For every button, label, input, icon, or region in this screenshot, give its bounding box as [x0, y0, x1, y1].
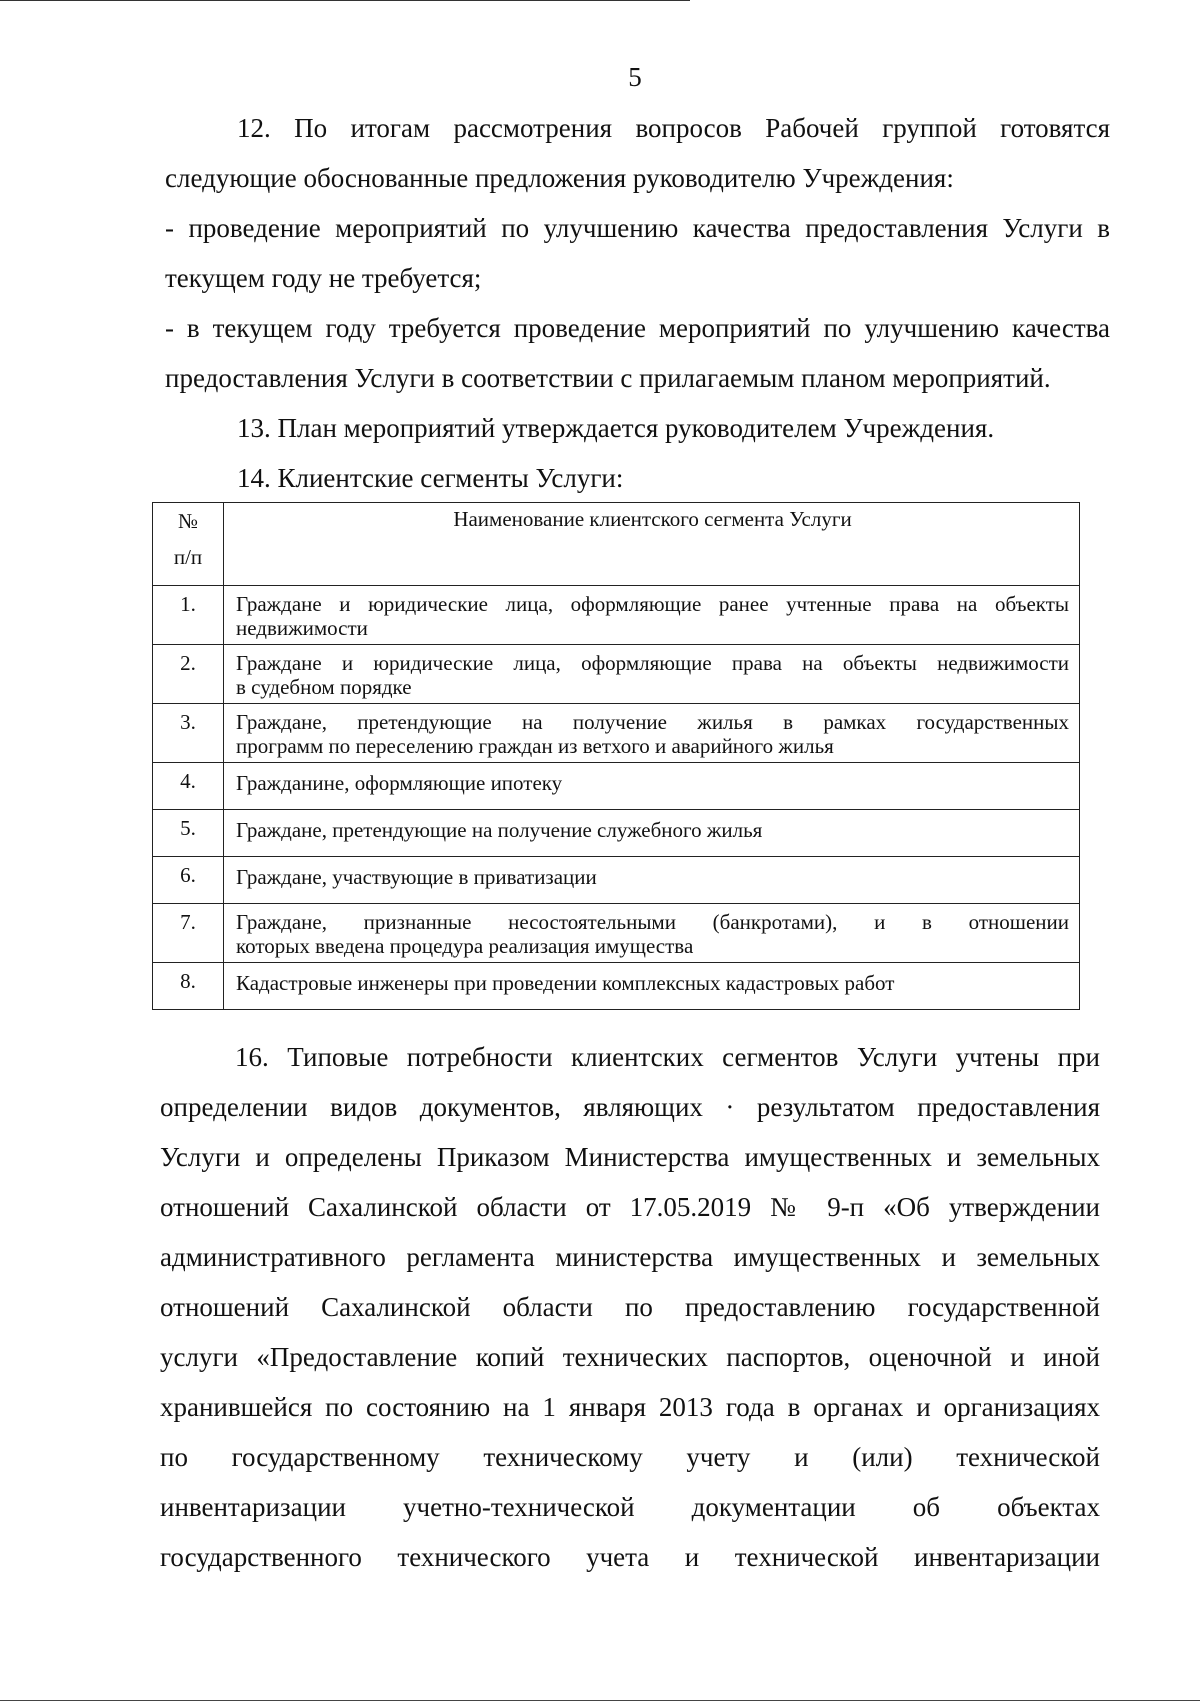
table-row [153, 963, 1080, 1010]
segment-name: Кадастровые инженеры при проведении комплексных кадастровых работ [224, 963, 1080, 1010]
paragraph-16-line: отношений Сахалинской области по предоставлению государственной [160, 1292, 1100, 1322]
bullet-measures-required [165, 303, 1110, 403]
paragraph-12 [165, 103, 1110, 203]
bullet-no-measures [165, 203, 1110, 303]
top-edge-line [0, 0, 690, 1]
table-header-row [153, 503, 1080, 586]
segment-name: Граждане, участвующие в приватизации [224, 857, 1080, 904]
paragraph-16-line: Услуги и определены Приказом Министерства имущественных и земельных [160, 1142, 1100, 1172]
row-number: 6. [153, 857, 224, 904]
header-number-label: п/п [173, 545, 203, 569]
bullet-1-line-1: - проведение мероприятий по улучшению качества предоставления Услуги в [165, 213, 1110, 243]
bullet-2-line-1: - в текущем году требуется проведение мероприятий по улучшению качества [165, 313, 1110, 343]
paragraph-14: 14. Клиентские сегменты Услуги: [237, 463, 624, 493]
paragraph-16-line: государственного технического учета и технической инвентаризации [160, 1542, 1100, 1572]
table-row [153, 857, 1080, 904]
row-number: 1. [153, 586, 224, 645]
paragraph-16 [160, 1032, 1100, 1582]
segment-name: Граждане, претендующие на получение служебного жилья [224, 810, 1080, 857]
segment-name: Граждане и юридические лица, оформляющие права на объекты недвижимости в судебном порядке [224, 645, 1080, 704]
segment-name: Граждане, претендующие на получение жилья в рамках государственных программ по переселению граждан из ветхого и аварийного жилья [224, 704, 1080, 763]
page-number: 5 [628, 62, 642, 92]
table-row [153, 904, 1080, 963]
paragraph-16-line: по государственному техническому учету и (или) технической [160, 1442, 1100, 1472]
client-segments-table [152, 502, 1080, 1010]
header-name-cell: Наименование клиентского сегмента Услуги [224, 503, 1080, 586]
paragraph-16-line: определении видов документов, являющих · результатом предоставления [160, 1092, 1100, 1122]
bullet-1-line-2: текущем году не требуется; [165, 263, 482, 293]
table-row [153, 645, 1080, 704]
paragraph-16-line: 16. Типовые потребности клиентских сегментов Услуги учтены при [235, 1042, 1100, 1072]
paragraph-12-line-2: следующие обоснованные предложения руководителю Учреждения: [165, 163, 954, 193]
paragraph-13: 13. План мероприятий утверждается руководителем Учреждения. [237, 413, 995, 443]
bullet-2-line-2: предоставления Услуги в соответствии с прилагаемым планом мероприятий. [165, 363, 1051, 393]
paragraph-16-line: услуги «Предоставление копий технических паспортов, оценочной и иной [160, 1342, 1100, 1372]
row-number: 2. [153, 645, 224, 704]
table-row [153, 586, 1080, 645]
header-number-cell [153, 503, 224, 586]
row-number: 4. [153, 763, 224, 810]
row-number: 7. [153, 904, 224, 963]
segment-name: Граждане и юридические лица, оформляющие ранее учтенные права на объекты недвижимости [224, 586, 1080, 645]
table-row [153, 763, 1080, 810]
table-row [153, 810, 1080, 857]
paragraph-12-line-1: 12. По итогам рассмотрения вопросов Рабочей группой готовятся [237, 113, 1110, 143]
segment-name: Граждане, признанные несостоятельными (банкротами), и в отношении которых введена процедура реализация имущества [224, 904, 1080, 963]
paragraph-16-line: административного регламента министерства имущественных и земельных [160, 1242, 1100, 1272]
segment-name: Гражданине, оформляющие ипотеку [224, 763, 1080, 810]
table-row [153, 704, 1080, 763]
paragraph-16-line: отношений Сахалинской области от 17.05.2019 № 9-п «Об утверждении [160, 1192, 1100, 1222]
bottom-edge-line [0, 1700, 1200, 1701]
row-number: 3. [153, 704, 224, 763]
row-number: 8. [153, 963, 224, 1010]
row-number: 5. [153, 810, 224, 857]
paragraph-16-line: хранившейся по состоянию на 1 января 2013 года в органах и организациях [160, 1392, 1100, 1422]
header-number-symbol: № [177, 509, 199, 533]
paragraph-16-line: инвентаризации учетно-технической документации об объектах [160, 1492, 1100, 1522]
